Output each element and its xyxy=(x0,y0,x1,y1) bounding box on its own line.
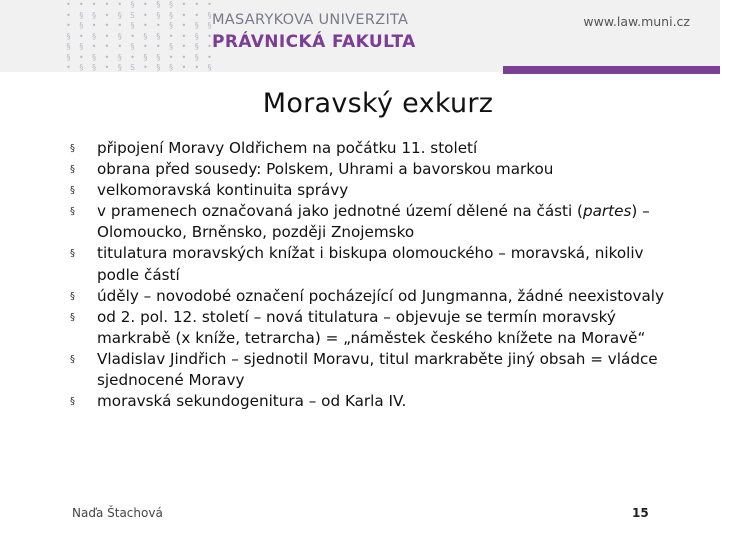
bullet-text: od 2. pol. 12. století – nová titulatura – objevuje se termín moravský markrabě (x kníže, tetrarcha) = „náměstek českého knížete na Moravě“ xyxy=(97,307,646,347)
section-bullet-icon: § xyxy=(70,290,75,302)
bullet-text: titulatura moravských knížat i biskupa olomouckého – moravská, nikoliv podle částí xyxy=(97,244,644,284)
list-item xyxy=(70,138,690,159)
list-item xyxy=(70,201,690,243)
bullet-text: úděly – novodobé označení pocházející od Jungmanna, žádné neexistovaly xyxy=(97,286,665,305)
bullet-text: obrana před sousedy: Polskem, Uhrami a bavorskou markou xyxy=(97,160,554,179)
section-bullet-icon: § xyxy=(70,248,75,260)
list-item xyxy=(70,349,690,391)
bullet-text-italic: partes xyxy=(582,202,632,221)
bullet-text: moravská sekundogenitura – od Karla IV. xyxy=(97,392,407,411)
section-bullet-icon: § xyxy=(70,396,75,408)
section-bullet-icon: § xyxy=(70,311,75,323)
list-item xyxy=(70,159,690,180)
bullet-text-before: v pramenech označovaná jako jednotné území dělené na části ( xyxy=(97,202,583,221)
page-number: 15 xyxy=(632,506,649,520)
university-logo-pattern: • • • • • § • § § • • • • § § • § S • § § • • § • § • • • § • • § • § § § • § • § • § § • • § • § § • • • § • • § • § • § • § • § • § § • • § • • § § • § S • § § • • § xyxy=(66,0,214,72)
section-bullet-icon: § xyxy=(70,185,75,197)
accent-bar xyxy=(503,66,720,74)
slide-header xyxy=(0,0,720,72)
list-item xyxy=(70,286,690,307)
list-item xyxy=(70,180,690,201)
bullet-list xyxy=(70,138,690,412)
section-bullet-icon: § xyxy=(70,143,75,154)
bullet-text: Vladislav Jindřich – sjednotil Moravu, titul markraběte jiný obsah = vládce sjednocené Moravy xyxy=(97,349,658,390)
bullet-text-after: ) – Olomoucko, Brněnsko, později Znojemsko xyxy=(97,202,650,242)
bullet-text: připojení Moravy Oldřichem na počátku 11. století xyxy=(97,139,478,157)
university-name: MASARYKOVA UNIVERZITA xyxy=(212,12,409,28)
website-url: www.law.muni.cz xyxy=(583,14,690,29)
section-bullet-icon: § xyxy=(70,353,75,365)
slide-title: Moravský exkurz xyxy=(262,88,494,119)
list-item xyxy=(70,307,690,349)
list-item xyxy=(70,391,690,412)
list-item xyxy=(70,243,690,285)
section-bullet-icon: § xyxy=(70,206,75,218)
section-bullet-icon: § xyxy=(70,164,75,176)
footer-author: Naďa Štachová xyxy=(72,506,163,520)
bullet-text: velkomoravská kontinuita správy xyxy=(97,181,349,200)
faculty-name: PRÁVNICKÁ FAKULTA xyxy=(212,32,416,52)
